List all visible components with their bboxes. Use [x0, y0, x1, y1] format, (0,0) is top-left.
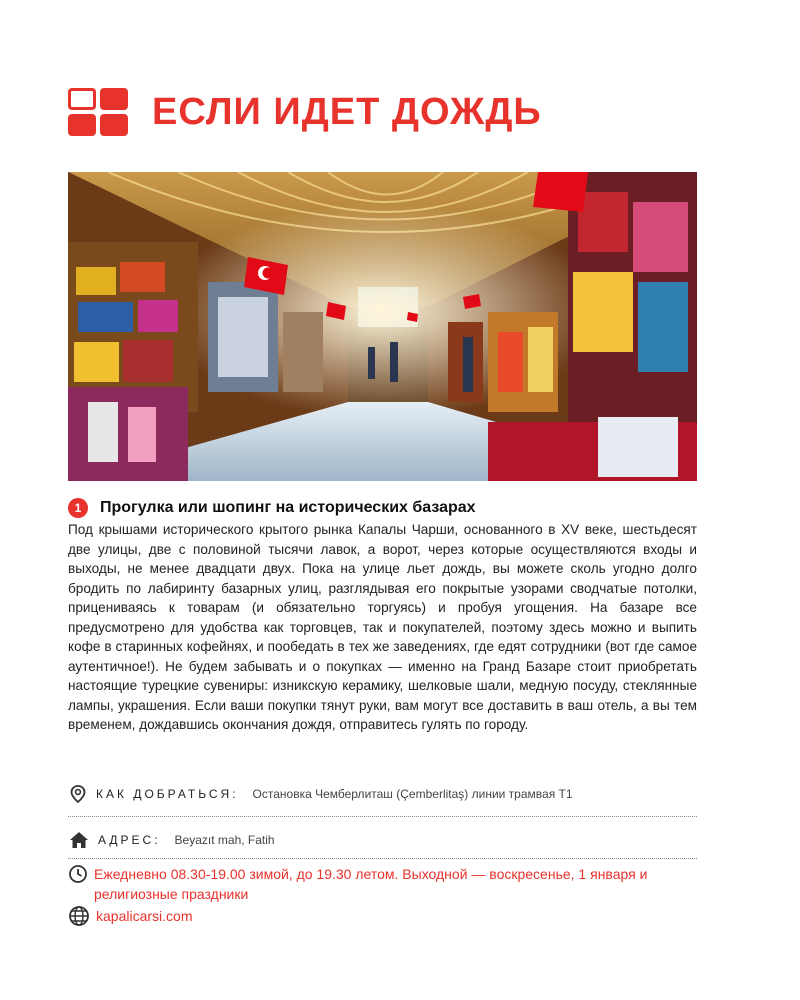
directions-value: Остановка Чемберлиташ (Çemberlitaş) линии трамвая Т1	[252, 787, 573, 801]
divider	[68, 816, 697, 817]
covered-bazaar-photo	[68, 172, 697, 481]
website-link[interactable]: kapalicarsi.com	[96, 908, 193, 924]
section-title: Прогулка или шопинг на исторических базарах	[100, 499, 476, 516]
website-row	[68, 905, 192, 927]
section-heading	[68, 498, 476, 518]
divider	[68, 858, 697, 859]
address-label: АДРЕС:	[98, 833, 161, 847]
home-icon	[68, 830, 90, 850]
grid-icon	[68, 88, 130, 136]
section-number-badge: 1	[68, 498, 88, 518]
directions-row	[68, 784, 573, 804]
address-row	[68, 830, 275, 850]
address-value: Beyazıt mah, Fatih	[174, 833, 275, 847]
section-body: Под крышами исторического крытого рынка Капалы Чарши, основанного в XV веке, шестьдесят две улицы, две с половиной тысячи лавок, а ворот, через которые осуществляются входы и выходы, не менее двадцати двух. Пока на улице льет дождь, вы можете сколь угодно долго бродить по лабиринту базарных улиц, разглядывая его покрытые узорами сводчатые потолки, прицениваясь к товарам (и обязательно торгуясь) и пробуя угощения. На базаре все предусмотрено для удобства как торговцев, так и покупателей, поэтому здесь можно и выпить кофе в старинных кофейнях, и пообедать в тех же заведениях, где едят сотрудники (вот где самое аутентичное!). Не будем забывать и о покупках — именно на Гранд Базаре стоит приобретать настоящие турецкие сувениры: изникскую керамику, шелковые шали, медную посуду, стеклянные лампы, украшения. Если ваши покупки тянут руки, вам могут все доставить в ваш отель, а вы тем временем, дождавшись окончания дождя, отправитесь гулять по городу.	[68, 522, 697, 732]
directions-label: КАК ДОБРАТЬСЯ:	[96, 787, 239, 801]
globe-icon	[68, 905, 90, 927]
page-header	[68, 88, 542, 136]
location-pin-icon	[68, 784, 88, 804]
opening-hours-text: Ежедневно 08.30-19.00 зимой, до 19.30 летом. Выходной — воскресенье, 1 января и религиозные праздники	[94, 866, 648, 902]
clock-icon	[68, 864, 90, 884]
opening-hours	[68, 864, 697, 904]
page-title: ЕСЛИ ИДЕТ ДОЖДЬ	[152, 90, 542, 133]
